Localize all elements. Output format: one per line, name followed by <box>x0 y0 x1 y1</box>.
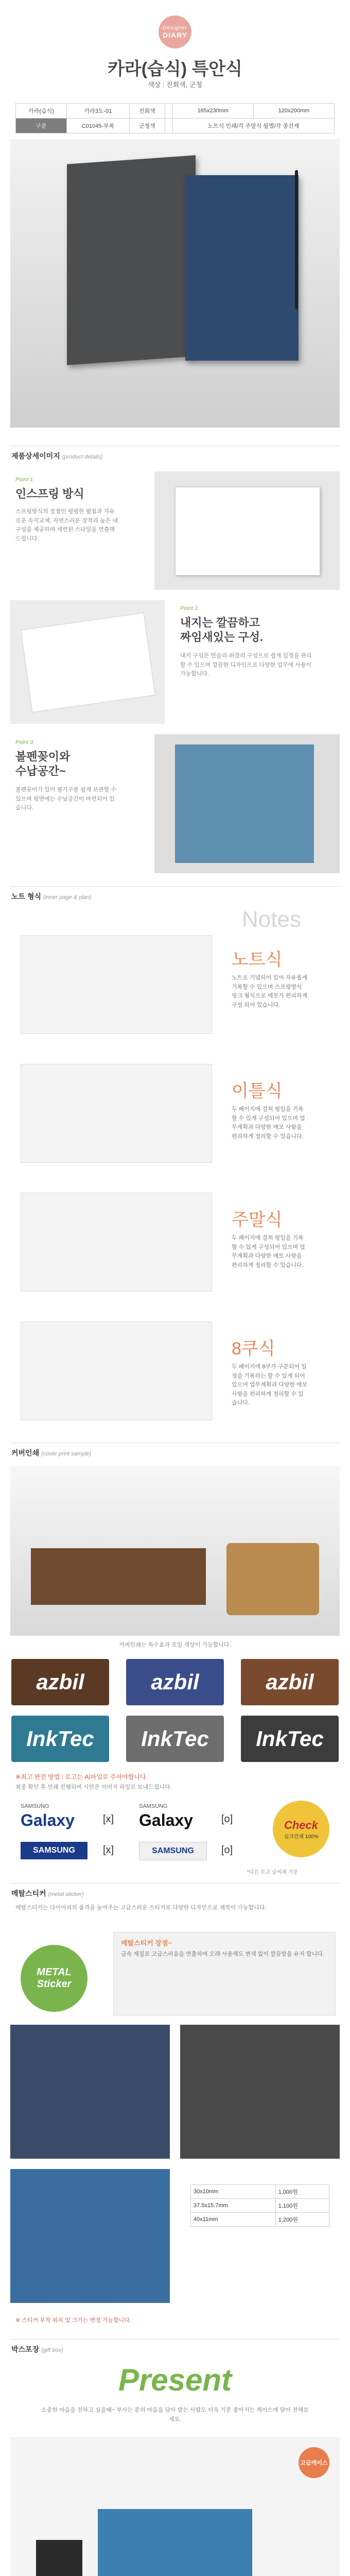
note-label-text: 이틀식 <box>232 1081 283 1101</box>
spec-row <box>16 118 335 133</box>
cover-warning: ※최고 완전 방법 : 로고는 AI파일로 주셔야합니다. <box>15 1773 148 1781</box>
metal-photo-1 <box>10 2025 170 2159</box>
table-row <box>191 2185 329 2199</box>
table-cell: 1,100원 <box>275 2199 329 2213</box>
table-row <box>191 2213 329 2227</box>
table-cell: 37.5x15.7mm <box>191 2199 276 2213</box>
present-heading: Present <box>118 2363 232 2397</box>
metal-photo-2 <box>180 2025 340 2159</box>
notes-heading: Notes <box>242 907 301 932</box>
point-1-title: 인스프링 방식 <box>15 487 84 500</box>
box-text: 소중한 마음을 전하고 싶을때~ 부사는 분의 마음을 담아 받는 사람도 더욱 기분 좋아지는 케이스에 담아 전해보세요. <box>41 2407 309 2422</box>
diary-navy <box>185 175 299 361</box>
spec-cell: C01045-부록 <box>67 118 130 133</box>
logo-sample-6 <box>241 1716 339 1762</box>
metal-panel-text: 금속 재질로 고급스러움을 연출하며 오래 사용해도 변색 없이 깔끔함을 유지 합니다. <box>121 1951 324 1957</box>
brand-badge <box>159 15 191 48</box>
note-sample-3 <box>21 1193 212 1292</box>
note-label-3 <box>232 1206 283 1231</box>
cover-warning-2: 최종 확인 후 인쇄 진행되며 시안은 이미지 파일로 보내드립니다. <box>15 1784 172 1790</box>
brand-samsung-2: SAMSUNG <box>139 1803 168 1809</box>
note-desc-3: 두 페이지에 걸쳐 평일을 기록 할 수 있게 구성되어 있으며 업무계획과 다양한 메모 사항을 편리하게 정리할 수 있습니다. <box>232 1235 305 1268</box>
section-subtitle: (cover print sample) <box>41 1451 92 1457</box>
metal-panel-title: 메탈스티커 장점~ <box>121 1939 172 1947</box>
product-subtitle: 색상 : 진회색, 군청 <box>148 81 202 89</box>
brand-logo-text: SAMSUNG <box>152 1846 194 1855</box>
point-2-photo <box>10 600 165 724</box>
note-label-4 <box>232 1334 275 1360</box>
brand-badge-line2: DIARY <box>162 30 188 39</box>
check-stamp <box>273 1801 329 1857</box>
logo-sample-text: InkTec <box>26 1726 94 1751</box>
section-title-text: 메탈스티커 <box>11 1889 46 1897</box>
section-title-box <box>11 2344 63 2354</box>
section-title-cover <box>11 1448 91 1458</box>
logo-sample-2 <box>126 1659 224 1705</box>
cover-print-photo <box>10 1466 340 1636</box>
table-cell: 1,000원 <box>275 2185 329 2199</box>
check-stamp-title: Check <box>284 1818 319 1832</box>
logo-sample-4 <box>11 1716 109 1762</box>
spec-cell: 노트식 인쇄/각 주말식 월별/각 종선재 <box>172 118 334 133</box>
spec-cell: 군청색 <box>129 118 165 133</box>
logo-sample-text: azbil <box>36 1670 84 1694</box>
point-3-text: 볼펜꽂이가 있어 필기구를 쉽게 보관할 수 있으며 뒷면에는 수납공간이 마련되어 있습니다. <box>15 787 116 811</box>
mark-o-2: [o] <box>221 1844 233 1856</box>
mark-x-1: [x] <box>103 1814 114 1825</box>
logo-sample-3 <box>241 1659 339 1705</box>
spec-cell: 120x200mm <box>253 104 334 118</box>
metal-price-table <box>190 2184 329 2227</box>
section-subtitle: (inner page & plan) <box>43 894 92 901</box>
section-subtitle: (metal sticker) <box>48 1891 84 1897</box>
spec-cell: 카라(습식) <box>16 104 67 118</box>
section-subtitle: (product details) <box>62 454 103 460</box>
point-3-label: Point 3 <box>15 739 33 745</box>
note-label-2 <box>232 1077 283 1102</box>
metal-photo-3 <box>10 2169 170 2303</box>
spec-cell: 구분 <box>16 118 67 133</box>
pen-icon <box>295 170 298 309</box>
mark-o-1: [o] <box>221 1814 233 1825</box>
cover-caption: 커버인쇄는 특수효과 호일 색상이 가능합니다. <box>119 1642 231 1648</box>
note-desc-2: 두 페이지에 걸쳐 평일을 기록 할 수 있게 구성되어 있으며 업무계획과 다양한 메모 사항을 편리하게 정리할 수 있습니다. <box>232 1106 305 1140</box>
mark-x-2: [x] <box>103 1844 114 1856</box>
spec-table <box>15 103 335 133</box>
note-sample-4 <box>21 1321 212 1420</box>
metal-badge: METAL Sticker <box>21 1945 87 2012</box>
note-desc-1: 노트로 기념되어 있어 자유롭게 기록할 수 있으며 스프링방식 링크 형식으로 메모가 편리하게 구성 되어 있습니다. <box>232 975 308 1008</box>
box-photo-1 <box>10 2437 340 2576</box>
note-label-text: 주말식 <box>232 1210 283 1230</box>
note-sample-2 <box>21 1064 212 1163</box>
point-1-label: Point 1 <box>15 477 33 483</box>
point-2-title-line2: 짜임새있는 구성. <box>180 630 263 643</box>
spec-cell <box>165 104 172 118</box>
logo-sample-text: azbil <box>151 1670 199 1694</box>
spec-cell <box>165 118 172 133</box>
section-title-text: 노트 형식 <box>11 892 41 901</box>
note-label-text: 노트식 <box>232 950 283 970</box>
check-stamp-sub: 실크인쇄 100% <box>284 1834 319 1840</box>
logo-sample-text: InkTec <box>256 1726 324 1751</box>
brand-samsung-logo-white <box>139 1842 207 1860</box>
section-title-text: 커버인쇄 <box>11 1449 40 1457</box>
point-3-title <box>15 750 70 778</box>
section-title-detail <box>11 451 103 461</box>
logo-sample-5 <box>126 1716 224 1762</box>
section-title-text: 제품상세이미지 <box>11 452 60 460</box>
point-2-title-line1: 내지는 깔끔하고 <box>180 616 260 629</box>
note-label-text: 8쿠식 <box>232 1339 275 1359</box>
note-label-1 <box>232 945 283 971</box>
section-title-text: 박스포장 <box>11 2345 40 2353</box>
point-3-photo <box>154 734 340 873</box>
cover-footnote: *다른 로고 글씨체 기준 <box>247 1870 299 1875</box>
metal-note: ※ 스티커 부착 위치 및 크기는 변경 가능합니다. <box>15 2317 131 2324</box>
hero-product-photo <box>10 139 340 428</box>
section-subtitle: (gift box) <box>41 2347 63 2353</box>
point-3-title-line2: 수납공간~ <box>15 764 66 777</box>
point-2-title <box>180 616 263 644</box>
brand-samsung-logo-blue <box>21 1842 87 1859</box>
point-1-photo <box>154 471 340 590</box>
note-sample-1 <box>21 935 212 1034</box>
box-tag: 고급케이스 <box>299 2447 329 2478</box>
metal-desc: 메탈스티커는 다이어리의 품격을 높여주는 고급스러운 스티커로 다양한 디자인으로 제작이 가능합니다. <box>15 1905 267 1911</box>
brand-logo-text: SAMSUNG <box>33 1846 75 1855</box>
metal-panel <box>113 1932 336 2015</box>
point-2-label: Point 2 <box>180 605 198 612</box>
logo-sample-1 <box>11 1659 109 1705</box>
table-cell: 40x11mm <box>191 2213 276 2227</box>
table-cell: 1,200원 <box>275 2213 329 2227</box>
logo-sample-text: azbil <box>266 1670 314 1694</box>
spec-row <box>16 104 335 118</box>
spec-cell: 카라3도-01 <box>67 104 130 118</box>
section-title-notes <box>11 891 92 902</box>
brand-galaxy-1: Galaxy <box>21 1811 75 1829</box>
table-cell: 30x10mm <box>191 2185 276 2199</box>
diary-dark-gray <box>67 155 196 365</box>
brand-samsung-1: SAMSUNG <box>21 1803 49 1809</box>
logo-sample-text: InkTec <box>141 1726 209 1751</box>
brand-badge-line1: Designer <box>162 25 188 31</box>
point-3-title-line1: 볼펜꽂이와 <box>15 750 71 763</box>
table-row <box>191 2199 329 2213</box>
point-2-text: 내지 구성은 먼슬리-위클리 구성으로 쉽게 일정을 관리할 수 있으며 깔끔한 디자인으로 다양한 업무에 사용이 가능합니다. <box>180 653 312 677</box>
spec-cell: 진회색 <box>129 104 165 118</box>
spec-cell: 165x230mm <box>172 104 253 118</box>
section-title-metal <box>11 1888 84 1899</box>
brand-galaxy-2: Galaxy <box>139 1811 193 1829</box>
note-desc-4: 두 페이지에 8쿠가 구분되어 일정을 기록하는 할 수 있게 되어 있으며 업무계획과 다양한 메모사항을 편리하게 정리할 수 있습니다. <box>232 1364 308 1406</box>
point-1-text: 스프링방식의 장점인 평평한 펼침과 자유로운 속지교체, 자연스러운 장착과 높은 내구성을 제공하며 세련된 스타일을 연출해 드립니다. <box>15 509 118 542</box>
product-title: 카라(습식) 특안식 <box>108 59 242 79</box>
